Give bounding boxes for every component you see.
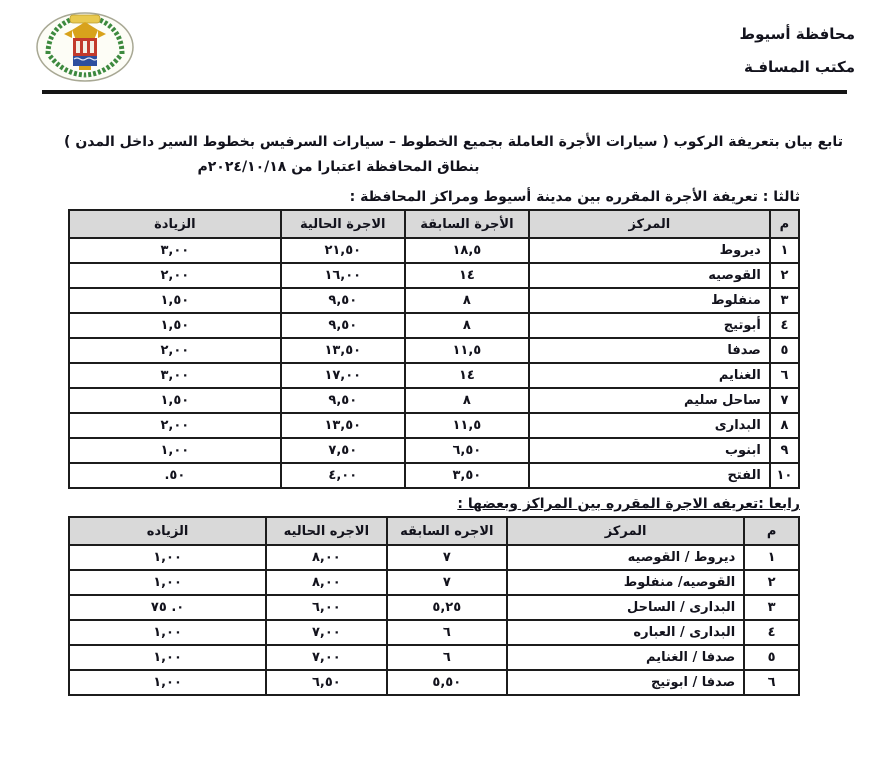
previous-fare-cell: [387, 645, 507, 670]
col-header-number: م: [744, 517, 799, 545]
increase-cell: [69, 645, 266, 670]
center-name-cell: ساحل سليم: [529, 388, 770, 413]
fare-value: ٢,٠٠: [160, 268, 190, 283]
title-line-2: بنطاق المحافظة اعتبارا من ٢٠٢٤/١٠/١٨م: [197, 159, 480, 175]
fare-value: ١٣,٥٠: [324, 343, 362, 358]
fare-value: ٨: [462, 318, 471, 333]
col-header-current-fare: الاجره الحاليه: [266, 517, 386, 545]
current-fare-cell: [281, 388, 405, 413]
current-fare-cell: [281, 363, 405, 388]
table-row: [69, 570, 799, 595]
table-body: [69, 238, 799, 488]
emblem-banner: [70, 15, 100, 23]
fare-value: ١٦,٠٠: [324, 268, 362, 283]
fare-value: ٦: [442, 650, 451, 665]
col-header-increase: الزيادة: [69, 210, 281, 238]
row-number-cell: ٧: [770, 388, 799, 413]
fare-value: ٣,٠٠: [160, 368, 190, 383]
previous-fare-cell: [405, 388, 529, 413]
increase-cell: [69, 545, 266, 570]
previous-fare-cell: [405, 313, 529, 338]
row-number-cell: ٢: [744, 570, 799, 595]
fare-value: ٨: [462, 293, 471, 308]
title-line-1: تابع بيان بتعريفة الركوب ( سيارات الأجرة العاملة بجميع الخطوط – سيارات السرفيس بخطوط السير داخل المدن ): [64, 134, 843, 150]
fare-value: ١,٠٠: [153, 575, 182, 590]
previous-fare-cell: [387, 545, 507, 570]
letterhead-governorate: محافظة أسيوط: [739, 25, 855, 43]
fare-value: ١٤: [458, 268, 475, 283]
fare-value: ١١,٥: [452, 343, 482, 358]
fare-value: ٣,٥٠: [452, 468, 482, 483]
previous-fare-cell: [405, 263, 529, 288]
center-name-cell: القوصيه/ منفلوط: [507, 570, 744, 595]
table-row: [69, 338, 799, 363]
fare-value: ٧,٠٠: [311, 625, 341, 640]
center-name-cell: صدفا / الغنايم: [507, 645, 744, 670]
fare-value: ٧,٥٠: [328, 443, 358, 458]
fare-value: ١٤: [458, 368, 475, 383]
col-header-previous-fare: الاجره السابقه: [387, 517, 507, 545]
row-number-cell: ٦: [770, 363, 799, 388]
current-fare-cell: [266, 595, 386, 620]
section-four-heading: رابعا :تعريفه الاجرة المقرره بين المراكز وبعضها :: [457, 496, 800, 512]
table-row: [69, 670, 799, 695]
previous-fare-cell: [405, 438, 529, 463]
fare-value: ٧,٠٠: [311, 650, 341, 665]
table-row: [69, 313, 799, 338]
increase-cell: [69, 338, 281, 363]
table-row: [69, 288, 799, 313]
letterhead-office: مكتب المسافـة: [743, 58, 855, 76]
center-name-cell: ديروط: [529, 238, 770, 263]
table-row: [69, 238, 799, 263]
fare-value: ٨,٠٠: [311, 550, 341, 565]
increase-cell: [69, 288, 281, 313]
fare-value: ١,٠٠: [153, 675, 182, 690]
previous-fare-cell: [387, 620, 507, 645]
table-row: [69, 545, 799, 570]
current-fare-cell: [266, 670, 386, 695]
increase-cell: [69, 263, 281, 288]
row-number-cell: ٥: [770, 338, 799, 363]
letterhead: [0, 0, 877, 90]
previous-fare-cell: [405, 413, 529, 438]
increase-cell: [69, 595, 266, 620]
table-row: [69, 363, 799, 388]
fare-value: ١,٥٠: [160, 318, 190, 333]
center-name-cell: أبوتيج: [529, 313, 770, 338]
fare-value: ٢,٠٠: [160, 418, 190, 433]
previous-fare-cell: [405, 238, 529, 263]
fare-value: ١,٠٠: [153, 650, 182, 665]
fare-value: .٥٠: [164, 468, 186, 483]
fare-value: ٥,٥٠: [432, 675, 462, 690]
col-header-number: م: [770, 210, 799, 238]
current-fare-cell: [266, 620, 386, 645]
table-row: [69, 413, 799, 438]
center-name-cell: ابنوب: [529, 438, 770, 463]
current-fare-cell: [266, 545, 386, 570]
table-row: [69, 388, 799, 413]
center-name-cell: صدفا: [529, 338, 770, 363]
increase-cell: [69, 438, 281, 463]
fare-value: ١٣,٥٠: [324, 418, 362, 433]
table-row: [69, 595, 799, 620]
fare-value: ٨: [462, 393, 471, 408]
fare-value: ٢١,٥٠: [324, 243, 362, 258]
fare-value: ٧: [442, 575, 451, 590]
fare-value: ٧: [442, 550, 451, 565]
increase-cell: [69, 620, 266, 645]
increase-cell: [69, 670, 266, 695]
fare-value: ٨,٠٠: [311, 575, 341, 590]
center-name-cell: ديروط / القوصيه: [507, 545, 744, 570]
fare-value: ٦,٥٠: [452, 443, 482, 458]
fare-value: ٤,٠٠: [328, 468, 358, 483]
center-name-cell: البدارى: [529, 413, 770, 438]
current-fare-cell: [266, 645, 386, 670]
current-fare-cell: [266, 570, 386, 595]
previous-fare-cell: [387, 595, 507, 620]
fare-value: ٦,٠٠: [311, 600, 341, 615]
table-header-row: [69, 517, 799, 545]
increase-cell: [69, 463, 281, 488]
fare-value: ١٧,٠٠: [324, 368, 362, 383]
previous-fare-cell: [405, 463, 529, 488]
row-number-cell: ٩: [770, 438, 799, 463]
row-number-cell: ٣: [770, 288, 799, 313]
header-divider-rule: [42, 90, 847, 94]
current-fare-cell: [281, 313, 405, 338]
previous-fare-cell: [405, 288, 529, 313]
current-fare-cell: [281, 338, 405, 363]
center-name-cell: منفلوط: [529, 288, 770, 313]
section-three-heading: ثالثا : تعريفة الأجرة المقرره بين مدينة أسيوط ومراكز المحافظة :: [349, 189, 800, 205]
increase-cell: [69, 313, 281, 338]
fare-value: ٠. ٧٥: [150, 600, 185, 615]
previous-fare-cell: [405, 338, 529, 363]
governorate-emblem-icon: [34, 10, 136, 84]
table-header-row: [69, 210, 799, 238]
fares-table-between-centers: [68, 516, 800, 696]
previous-fare-cell: [405, 363, 529, 388]
fare-value: ١,٠٠: [153, 625, 182, 640]
current-fare-cell: [281, 288, 405, 313]
row-number-cell: ١: [770, 238, 799, 263]
fare-value: ١,٠٠: [160, 443, 190, 458]
current-fare-cell: [281, 438, 405, 463]
current-fare-cell: [281, 238, 405, 263]
fare-value: ٢,٠٠: [160, 343, 190, 358]
center-name-cell: القوصيه: [529, 263, 770, 288]
fare-value: ١٨,٥: [452, 243, 482, 258]
previous-fare-cell: [387, 670, 507, 695]
fare-value: ١١,٥: [452, 418, 482, 433]
row-number-cell: ٤: [770, 313, 799, 338]
fare-value: ٩,٥٠: [328, 393, 358, 408]
row-number-cell: ٢: [770, 263, 799, 288]
row-number-cell: ٤: [744, 620, 799, 645]
col-header-previous-fare: الأجرة السابقة: [405, 210, 529, 238]
table-row: [69, 463, 799, 488]
table-row: [69, 645, 799, 670]
increase-cell: [69, 413, 281, 438]
previous-fare-cell: [387, 570, 507, 595]
col-header-increase: الزياده: [69, 517, 266, 545]
increase-cell: [69, 570, 266, 595]
fare-value: ٥,٢٥: [432, 600, 462, 615]
row-number-cell: ١٠: [770, 463, 799, 488]
center-name-cell: البدارى / الساحل: [507, 595, 744, 620]
table-body: [69, 545, 799, 695]
row-number-cell: ٣: [744, 595, 799, 620]
center-name-cell: الغنايم: [529, 363, 770, 388]
col-header-current-fare: الاجرة الحالية: [281, 210, 405, 238]
fare-value: ١,٠٠: [153, 550, 182, 565]
fare-value: ١,٥٠: [160, 393, 190, 408]
center-name-cell: البدارى / العباره: [507, 620, 744, 645]
increase-cell: [69, 238, 281, 263]
row-number-cell: ٨: [770, 413, 799, 438]
increase-cell: [69, 363, 281, 388]
current-fare-cell: [281, 413, 405, 438]
table-row: [69, 620, 799, 645]
center-name-cell: صدفا / ابوتيج: [507, 670, 744, 695]
col-header-center: المركز: [529, 210, 770, 238]
fare-value: ٦: [442, 625, 451, 640]
fare-value: ٩,٥٠: [328, 318, 358, 333]
col-header-center: المركز: [507, 517, 744, 545]
center-name-cell: الفتح: [529, 463, 770, 488]
document-title: [0, 134, 877, 175]
fare-value: ٩,٥٠: [328, 293, 358, 308]
table-row: [69, 438, 799, 463]
fares-table-city-to-centers: [68, 209, 800, 489]
fare-value: ٣,٠٠: [160, 243, 190, 258]
row-number-cell: ٦: [744, 670, 799, 695]
table-row: [69, 263, 799, 288]
row-number-cell: ٥: [744, 645, 799, 670]
increase-cell: [69, 388, 281, 413]
fare-value: ١,٥٠: [160, 293, 190, 308]
fare-value: ٦,٥٠: [311, 675, 341, 690]
current-fare-cell: [281, 463, 405, 488]
row-number-cell: ١: [744, 545, 799, 570]
current-fare-cell: [281, 263, 405, 288]
